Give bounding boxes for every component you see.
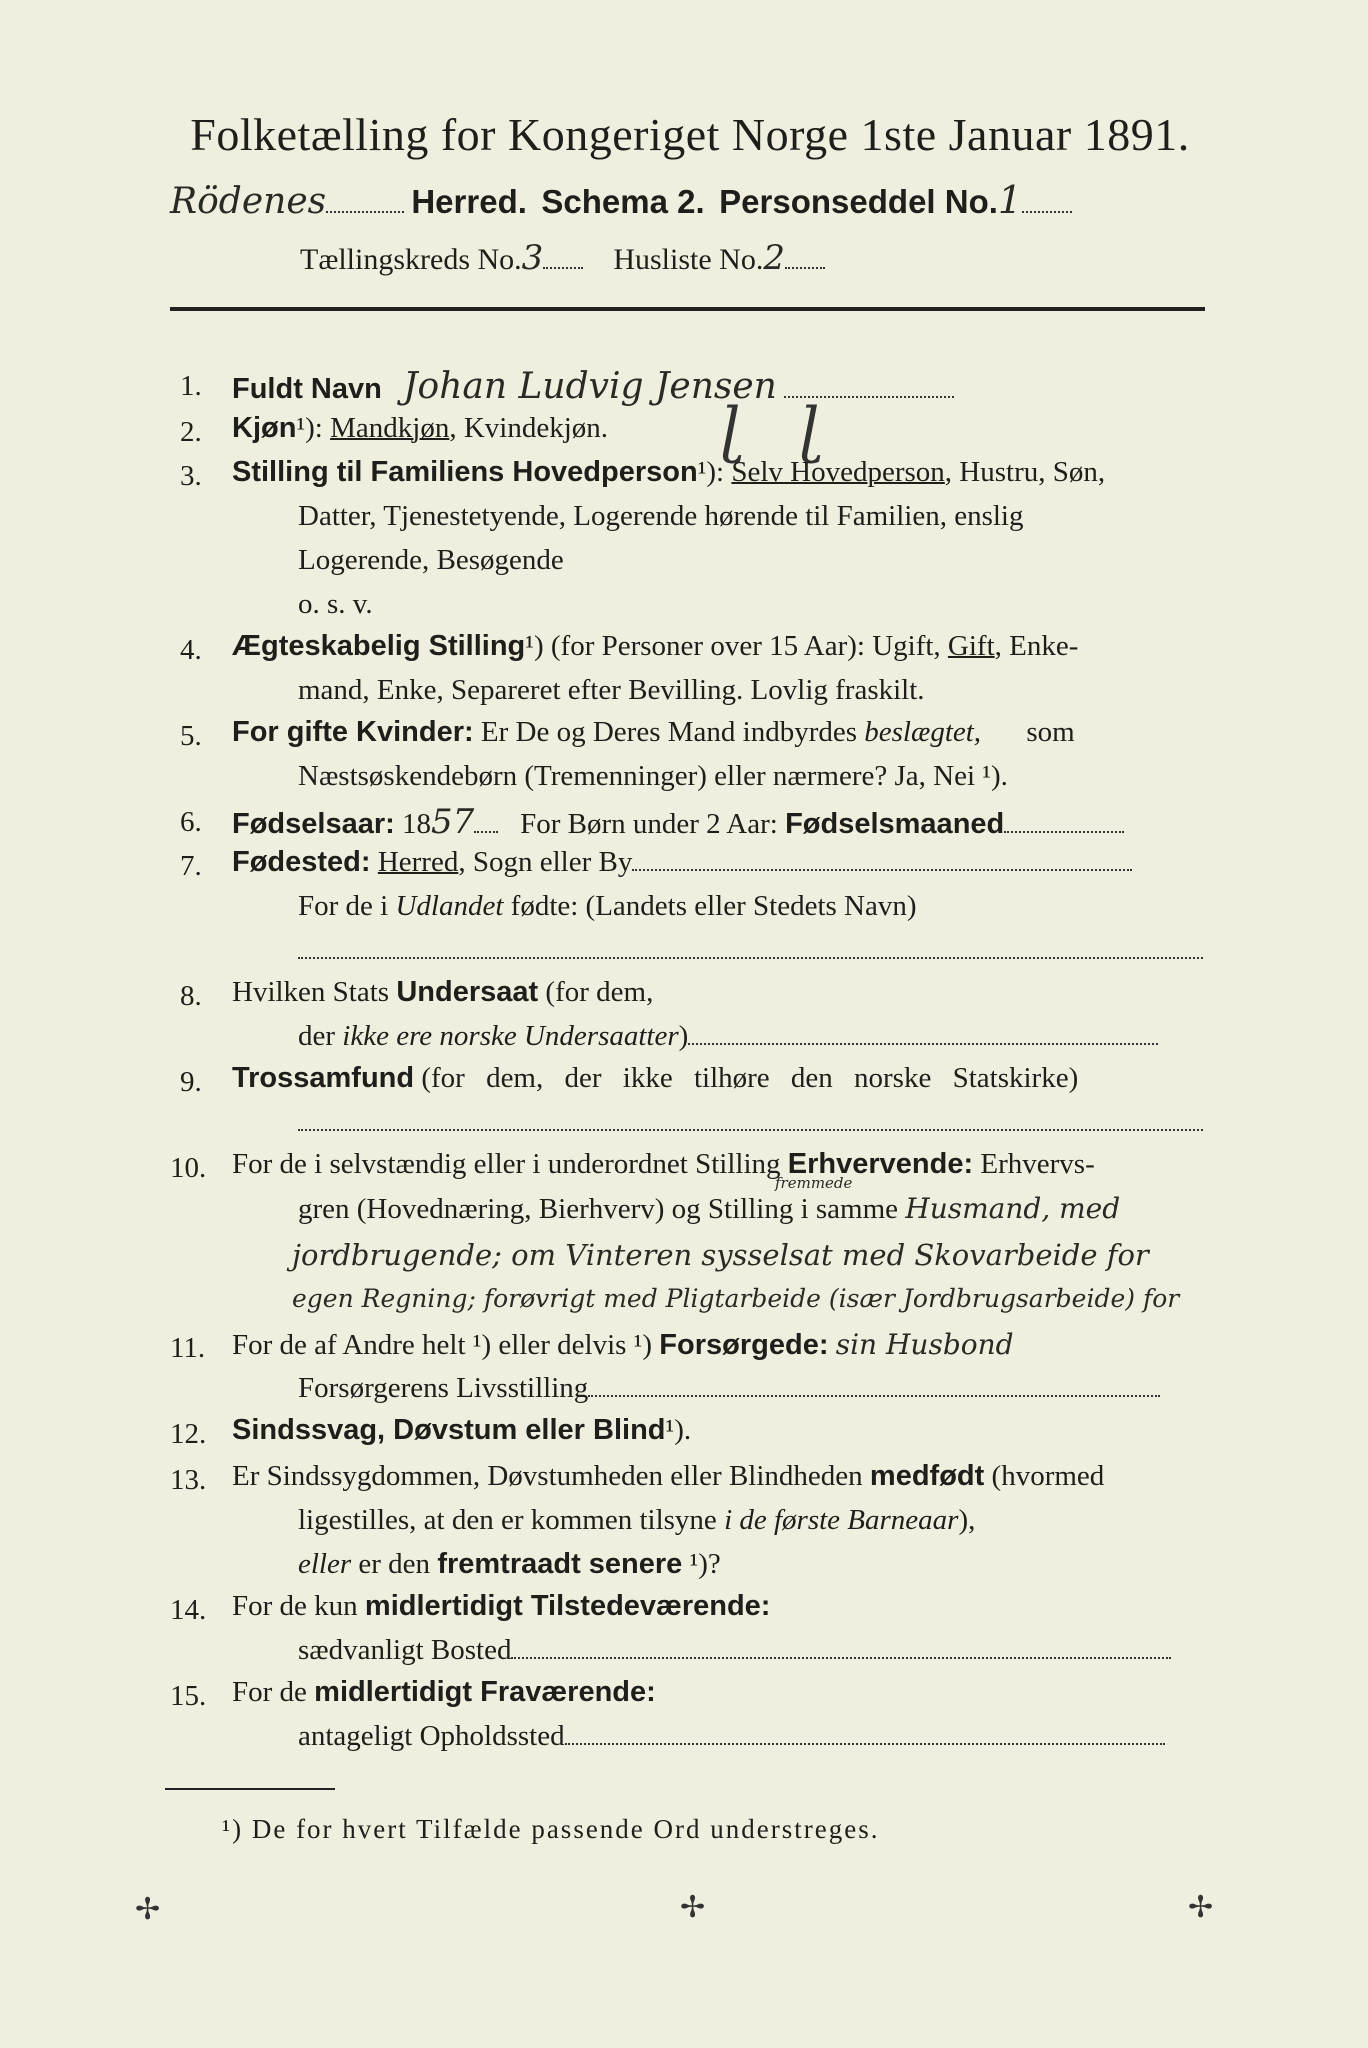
q7-rest: , Sogn eller By (458, 846, 633, 878)
item-number: 15. (170, 1680, 207, 1712)
handwritten-mark: ɭ ɭ (720, 395, 821, 465)
q7-line-1 (232, 846, 1132, 879)
q4-label: Ægteskabelig Stilling (232, 630, 526, 662)
q10-answer-inserted: fremmede (775, 1174, 853, 1192)
dotted-leader (565, 1742, 1165, 1745)
q13-text-2: er den (358, 1548, 431, 1580)
q15-text: antageligt Opholdssted (298, 1720, 565, 1752)
q12-text: ¹). (665, 1414, 692, 1446)
q12-line-1 (232, 1414, 691, 1447)
dotted-leader (688, 1042, 1158, 1045)
registration-mark: ✢ (680, 1890, 706, 1925)
q1-label: Fuldt Navn (232, 373, 382, 405)
q9-line-2 (298, 1106, 1203, 1139)
item-number: 12. (170, 1418, 207, 1450)
q13-bold: medfødt (869, 1460, 985, 1492)
q3-label: Stilling til Familiens Hovedperson (232, 456, 698, 488)
q9-label: Trossamfund (232, 1062, 415, 1094)
q11-text: Forsørgerens Livsstilling (298, 1372, 589, 1404)
q8-italic: ikke ere norske Undersaatter (342, 1020, 679, 1052)
q5-line-1 (232, 716, 1075, 749)
q8-line-1 (232, 976, 653, 1009)
q8-text: Hvilken Stats (232, 976, 390, 1008)
q7-text-end: fødte: (Landets eller Stedets Navn) (510, 890, 917, 922)
q11-bold: Forsørgede: (659, 1329, 829, 1361)
dotted-leader (1004, 830, 1124, 833)
q8-text-end: (for dem, (545, 976, 654, 1008)
q2-option-male: Mandkjøn (330, 412, 450, 444)
q13-text-3: ¹)? (689, 1548, 721, 1580)
header-line-herred (170, 178, 1072, 222)
q13-text: Er Sindssygdommen, Døvstumheden eller Blindheden (232, 1460, 863, 1492)
q10-line-1 (232, 1148, 1095, 1181)
q3-line-1 (232, 456, 1105, 489)
dotted-leader (298, 1128, 1203, 1131)
husliste-number: 2 (763, 238, 785, 278)
q13-line-2 (298, 1504, 975, 1537)
q10-bold: Erhvervende: (787, 1148, 974, 1180)
item-number: 13. (170, 1464, 207, 1496)
q4-text: (for Personer over 15 Aar): Ugift, (550, 630, 941, 662)
q15-bold: midlertidigt Fraværende: (314, 1676, 656, 1708)
q7-option-herred: Herred (377, 846, 459, 878)
q13-line-3 (298, 1548, 721, 1581)
q2-label: Kjøn (232, 412, 297, 444)
q2-rest: , Kvindekjøn. (449, 412, 609, 444)
kreds-label: Tællingskreds No. (300, 243, 522, 276)
q11-answer: sin Husbond (835, 1328, 1014, 1361)
q3-line-2: Datter, Tjenestetyende, Logerende hørende til Familien, enslig (298, 500, 1024, 532)
q14-bold: midlertidigt Tilstedeværende: (364, 1590, 771, 1622)
item-number: 7. (180, 850, 202, 882)
item-number: 4. (180, 634, 202, 666)
dotted-leader (474, 830, 498, 833)
q6-text: For Børn under 2 Aar: (520, 808, 778, 840)
q10-answer-3: egen Regning; forøvrigt med Pligtarbeide (især Jordbrugsarbeide) for (292, 1284, 1180, 1313)
q10-line-2 (298, 1192, 1120, 1226)
item-number: 6. (180, 806, 202, 838)
q3-line-3: Logerende, Besøgende (298, 544, 564, 576)
q13-italic: i de første Barneaar (724, 1504, 959, 1536)
item-number: 10. (170, 1152, 207, 1184)
q2-footnote-ref: ¹): (296, 412, 323, 444)
footnote-rule (165, 1788, 335, 1790)
personseddel-number: 1 (997, 178, 1023, 222)
q10-text: For de i selvstændig eller i underordnet Stilling (232, 1148, 781, 1180)
schema-label: Schema 2. (541, 183, 705, 220)
herred-label: Herred. (411, 183, 527, 220)
item-number: 2. (180, 416, 202, 448)
q15-line-2 (298, 1720, 1165, 1753)
q7-italic: Udlandet (395, 890, 504, 922)
q7-line-2 (298, 890, 917, 923)
item-number: 5. (180, 720, 202, 752)
personseddel-label: Personseddel No. (719, 183, 998, 220)
q10-text: gren (Hovednæring, Bierhverv) og Stilling i samme (298, 1193, 899, 1225)
q12-bold: Sindssvag, Døvstum eller Blind (232, 1414, 666, 1446)
q6-birth-year (232, 802, 1124, 842)
q14-text: sædvanligt Bosted (298, 1634, 512, 1666)
q6-prefix: 18 (402, 808, 432, 840)
registration-mark: ✢ (1188, 1890, 1214, 1925)
q4-option-married: Gift (947, 630, 995, 662)
dotted-leader (298, 956, 1203, 959)
q1-answer: Johan Ludvig Jensen (403, 366, 777, 407)
q13-italic-2: eller (298, 1548, 352, 1580)
q14-line-1 (232, 1590, 770, 1623)
q13-text: ligestilles, at den er kommen tilsyne (298, 1504, 717, 1536)
q8-line-2: der ikke ere norske Undersaatter) (298, 1020, 1158, 1053)
dotted-leader (511, 1656, 1171, 1659)
q13-text-end: ), (958, 1504, 976, 1536)
q14-text: For de kun (232, 1590, 358, 1622)
dotted-leader (632, 868, 1132, 871)
q11-line-2 (298, 1372, 1160, 1405)
q9-text: (for dem, der ikke tilhøre den norske Statskirke) (421, 1062, 1079, 1094)
q5-text-end: som (1026, 716, 1075, 748)
q1-full-name (232, 366, 954, 407)
q6-answer: 57 (431, 802, 475, 842)
herred-name: Rödenes (170, 181, 327, 222)
q11-line-1 (232, 1328, 1014, 1362)
q4-footnote-ref: ¹) (525, 630, 544, 662)
q3-footnote-ref: ¹): (697, 456, 725, 488)
q4-line-2: mand, Enke, Separeret efter Bevilling. Lovlig fraskilt. (298, 674, 925, 706)
dotted-leader (543, 266, 583, 269)
q3-line-4: o. s. v. (298, 588, 373, 620)
item-number: 1. (180, 370, 202, 402)
q5-text: Er De og Deres Mand indbyrdes (480, 716, 858, 748)
q3-option-head: Selv Hovedperson (731, 456, 945, 488)
q7-text: For de i (298, 890, 389, 922)
dotted-leader (588, 1394, 1160, 1397)
q5-line-2: Næstsøskendebørn (Tremenninger) eller nærmere? Ja, Nei ¹). (298, 760, 1008, 792)
item-number: 9. (180, 1066, 202, 1098)
q2-sex (232, 412, 608, 445)
q7-line-3 (298, 934, 1203, 967)
q14-line-2 (298, 1634, 1171, 1667)
q11-text: For de af Andre helt ¹) eller delvis ¹) (232, 1329, 653, 1361)
q9-line-1 (232, 1062, 1078, 1095)
q8-text: der (298, 1020, 336, 1052)
q10-text-end: Erhvervs- (980, 1148, 1095, 1180)
q4-line-1 (232, 630, 1078, 663)
dotted-leader (326, 210, 404, 213)
footnote: ¹) De for hvert Tilfælde passende Ord understreges. (222, 1814, 880, 1844)
q6-birth-month-label: Fødselsmaaned (785, 808, 1005, 840)
q8-bold: Undersaat (396, 976, 539, 1008)
item-number: 11. (170, 1332, 206, 1364)
q3-rest: , Hustru, Søn, (944, 456, 1106, 488)
q13-line-1 (232, 1460, 1104, 1493)
q6-label: Fødselsaar: (232, 808, 395, 840)
q5-label: For gifte Kvinder: (232, 716, 474, 748)
item-number: 14. (170, 1594, 207, 1626)
q10-answer-2: jordbrugende; om Vinteren sysselsat med Skovarbeide for (292, 1238, 1149, 1272)
q10-answer-1: Husmand, med (905, 1192, 1121, 1225)
q4-text-end: , Enke- (994, 630, 1079, 662)
q5-italic: beslægtet, (864, 716, 982, 748)
header-rule (170, 307, 1205, 311)
q15-text: For de (232, 1676, 307, 1708)
form-title: Folketælling for Kongeriget Norge 1ste Januar 1891. (190, 109, 1190, 160)
header-line-kreds (300, 238, 825, 278)
dotted-leader (1022, 210, 1072, 213)
q7-label: Fødested: (232, 846, 371, 878)
q15-line-1 (232, 1676, 656, 1709)
husliste-label: Husliste No. (613, 243, 764, 276)
item-number: 8. (180, 980, 202, 1012)
registration-mark: ✢ (135, 1892, 161, 1927)
item-number: 3. (180, 460, 202, 492)
q13-bold-2: fremtraadt senere (437, 1548, 683, 1580)
q13-text-end: (hvormed (991, 1460, 1105, 1492)
kreds-number: 3 (521, 238, 544, 278)
dotted-leader (785, 266, 825, 269)
